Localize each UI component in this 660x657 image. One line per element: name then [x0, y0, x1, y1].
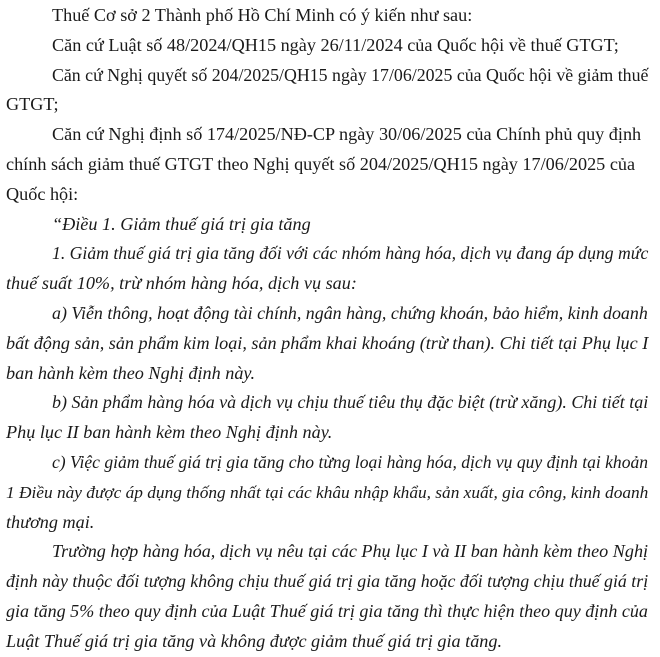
clause-1b [0, 388, 660, 448]
text-line: thương mại. [6, 511, 95, 532]
text-line: chính sách giảm thuế GTGT theo Nghị quyết số 204/2025/QH15 ngày 17/06/2025 của [6, 153, 636, 174]
text-line: a) Viễn thông, hoạt động tài chính, ngân hàng, chứng khoán, bảo hiểm, kinh doanh [52, 302, 648, 323]
text-line: 1. Giảm thuế giá trị gia tăng đối với các nhóm hàng hóa, dịch vụ đang áp dụng mức [52, 243, 649, 264]
exception-paragraph [0, 537, 660, 656]
paragraph-legal-basis-resolution [0, 61, 660, 121]
article-heading [0, 210, 660, 240]
text-line: ban hành kèm theo Nghị định này. [6, 362, 256, 383]
text-line: Căn cứ Nghị định số 174/2025/NĐ-CP ngày 30/06/2025 của Chính phủ quy định [52, 124, 642, 145]
text-line: định này thuộc đối tượng không chịu thuế giá trị gia tăng hoặc đối tượng chịu thuế giá trị [6, 571, 649, 592]
text-line: Căn cứ Nghị quyết số 204/2025/QH15 ngày 17/06/2025 của Quốc hội về giảm thuế [52, 64, 649, 85]
text-line: Phụ lục II ban hành kèm theo Nghị định này. [6, 422, 333, 443]
text-line: “Điều 1. Giảm thuế giá trị gia tăng [52, 213, 311, 234]
text-line: Thuế Cơ sở 2 Thành phố Hồ Chí Minh có ý kiến như sau: [52, 5, 473, 25]
paragraph-intro [0, 1, 660, 31]
paragraph-legal-basis-law [0, 31, 660, 61]
text-line: thuế suất 10%, trừ nhóm hàng hóa, dịch vụ sau: [6, 273, 357, 294]
text-line: c) Việc giảm thuế giá trị gia tăng cho từng loại hàng hóa, dịch vụ quy định tại khoản [52, 451, 649, 472]
clause-1 [0, 239, 660, 299]
text-line: b) Sản phẩm hàng hóa và dịch vụ chịu thuế tiêu thụ đặc biệt (trừ xăng). Chi tiết tại [52, 392, 649, 413]
text-line: Trường hợp hàng hóa, dịch vụ nêu tại các Phụ lục I và II ban hành kèm theo Nghị [52, 541, 649, 562]
text-line: GTGT; [6, 94, 59, 115]
text-line: Căn cứ Luật số 48/2024/QH15 ngày 26/11/2024 của Quốc hội về thuế GTGT; [52, 34, 619, 55]
text-line: 1 Điều này được áp dụng thống nhất tại các khâu nhập khẩu, sản xuất, gia công, kinh doanh [6, 482, 649, 502]
text-line: gia tăng 5% theo quy định của Luật Thuế giá trị gia tăng thì thực hiện theo quy định của [6, 600, 648, 621]
paragraph-legal-basis-decree [0, 120, 660, 209]
text-line: bất động sản, sản phẩm kim loại, sản phẩm khai khoáng (trừ than). Chi tiết tại Phụ lục I [6, 332, 649, 353]
clause-1c [0, 448, 660, 537]
text-line: Quốc hội: [6, 183, 79, 204]
text-line: Luật Thuế giá trị gia tăng và không được giảm thuế giá trị gia tăng. [6, 630, 503, 651]
clause-1a [0, 299, 660, 388]
